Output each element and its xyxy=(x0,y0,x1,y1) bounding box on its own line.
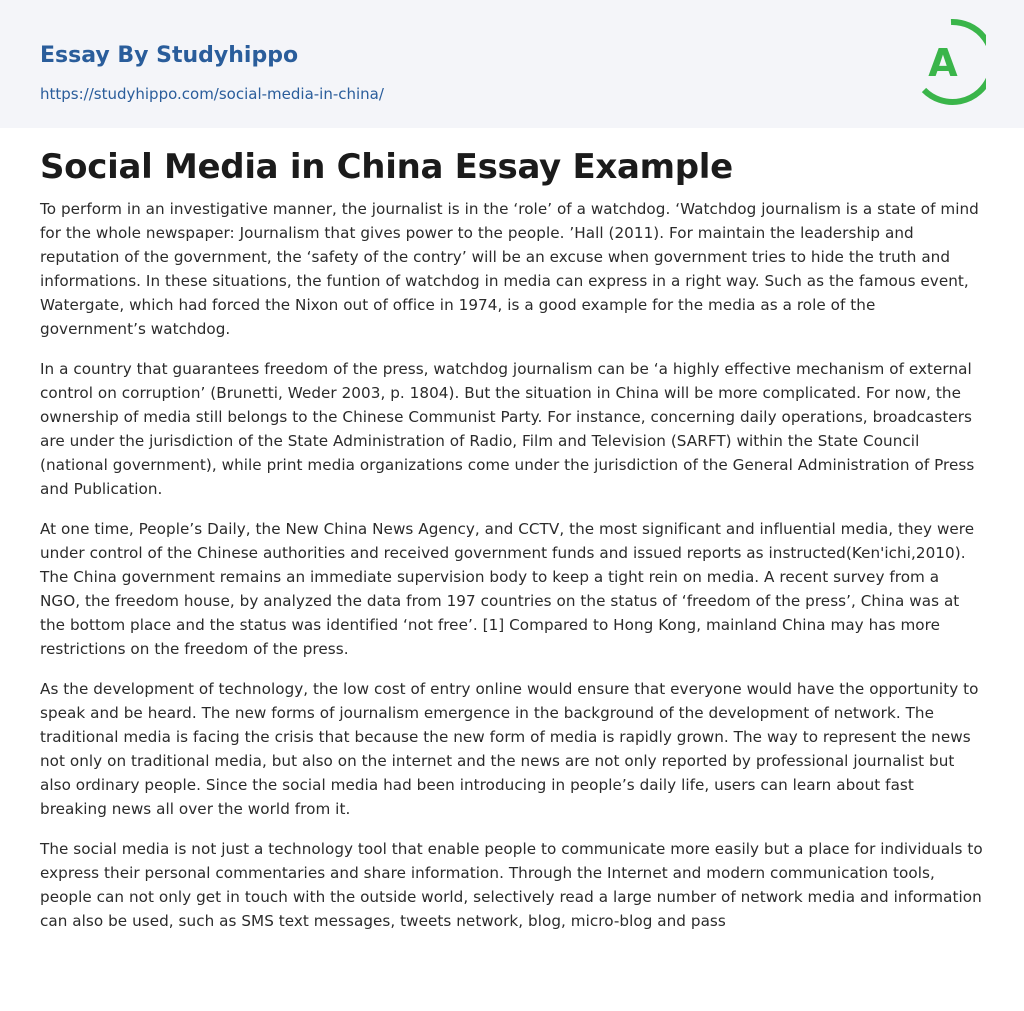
article xyxy=(0,146,1024,933)
site-header xyxy=(0,0,1024,128)
article-paragraph-2: In a country that guarantees freedom of the press, watchdog journalism can be ‘a highly effective mechanism of external control on corruption’ (Brunetti, Weder 2003, p. 1804). But the situation in China will be more complicated. For now, the ownership of media still belongs to the Chinese Communist Party. For instance, concerning daily operations, broadcasters are under the jurisdiction of the State Administration of Radio, Film and Television (SARFT) within the State Council (national government), while print media organizations come under the jurisdiction of the General Administration of Press and Publication. xyxy=(40,360,975,498)
article-paragraph-3: At one time, People’s Daily, the New China News Agency, and CCTV, the most significant and influential media, they were under control of the Chinese authorities and received government funds and issued reports as instructed(Ken'ichi,2010). The China government remains an immediate supervision body to keep a tight rein on media. A recent survey from a NGO, the freedom house, by analyzed the data from 197 countries on the status of ‘freedom of the press’, China was at the bottom place and the status was identified ‘not free’. [1] Compared to Hong Kong, mainland China may has more restrictions on the freedom of the press. xyxy=(40,520,975,658)
site-brand[interactable]: Essay By Studyhippo xyxy=(40,43,299,68)
article-paragraph-1: To perform in an investigative manner, the journalist is in the ‘role’ of a watchdog. ‘Watchdog journalism is a state of mind for the whole newspaper: Journalism that gives power to the people. ’Hall (2011). For maintain the leadership and reputation of the government, the ‘safety of the contry’ will be an excuse when government tries to hide the truth and informations. In these situations, the funtion of watchdog in media can express in a right way. Such as the famous event, Watergate, which had forced the Nixon out of office in 1974, is a good example for the media as a role of the government’s watchdog. xyxy=(40,200,979,338)
studyhippo-logo-icon[interactable] xyxy=(916,18,986,108)
article-paragraph-5: The social media is not just a technology tool that enable people to communicate more easily but a place for individuals to express their personal commentaries and share information. Through the Internet and modern communication tools, people can not only get in touch with the outside world, selectively read a large number of network media and information can also be used, such as SMS text messages, tweets network, blog, micro-blog and pass xyxy=(40,840,983,930)
article-title: Social Media in China Essay Example xyxy=(40,147,733,187)
source-url-link[interactable]: https://studyhippo.com/social-media-in-china/ xyxy=(40,85,384,103)
logo-letter: A xyxy=(928,41,958,85)
article-paragraph-4: As the development of technology, the low cost of entry online would ensure that everyone would have the opportunity to speak and be heard. The new forms of journalism emergence in the background of the development of network. The traditional media is facing the crisis that because the new form of media is rapidly grown. The way to represent the news not only on traditional media, but also on the internet and the news are not only reported by professional journalist but also ordinary people. Since the social media had been introducing in people’s daily life, users can learn about fast breaking news all over the world from it. xyxy=(40,680,979,818)
